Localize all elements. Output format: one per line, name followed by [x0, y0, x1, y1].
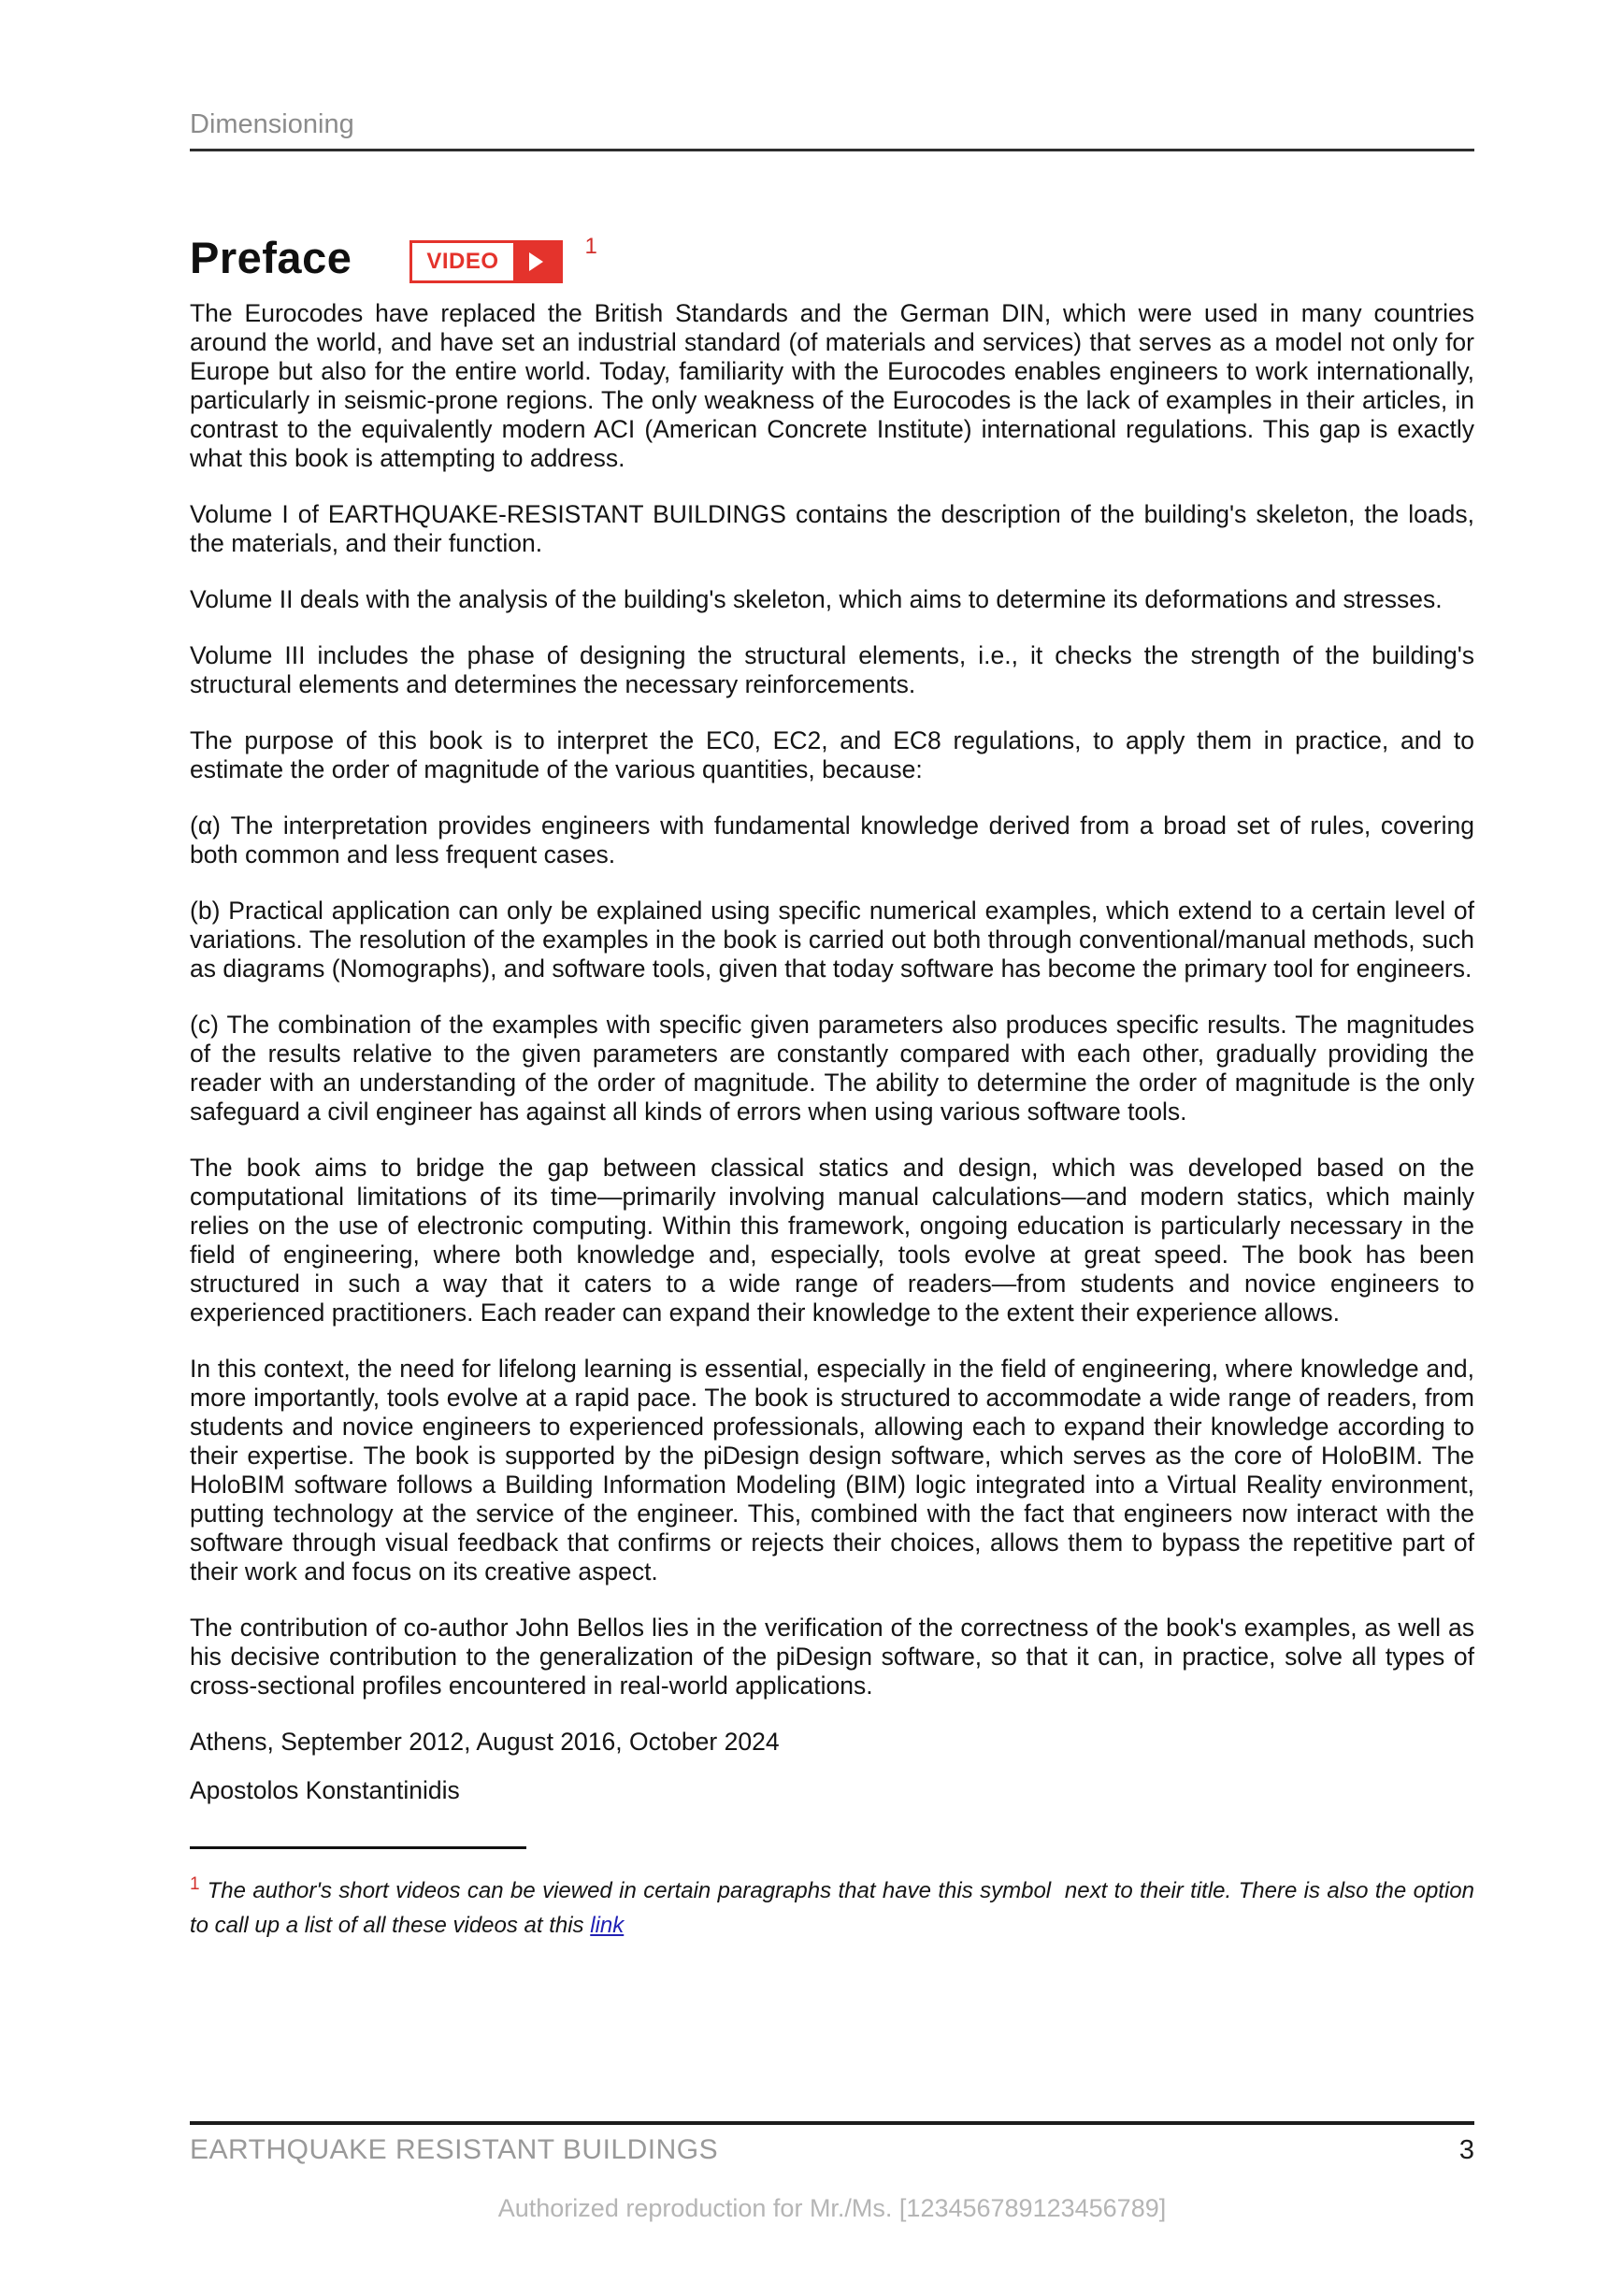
paragraph: The contribution of co-author John Bellos lies in the verification of the correctness of the book's examples, as well as his decisive contribution to the generalization of the piDesign software, so that it can, in practice, solve all types of cross-sectional profiles encountered in real-world applications. [190, 1614, 1474, 1700]
title-row [190, 234, 1474, 283]
footnote [190, 1873, 1481, 1943]
paragraph: The book aims to bridge the gap between classical statics and design, which was developed based on the computational limitations of its time—primarily involving manual calculations—and modern statics, which mainly relies on the use of electronic computing. Within this framework, ongoing education is particularly necessary in the field of engineering, where both knowledge and, especially, tools evolve at great speed. The book has been structured in such a way that it caters to a wide range of readers—from students and novice engineers to experienced practitioners. Each reader can expand their knowledge to the extent their experience allows. [190, 1154, 1474, 1327]
videos-link[interactable]: link [590, 1913, 625, 1938]
paragraph: The Eurocodes have replaced the British Standards and the German DIN, which were used in many countries around the world, and have set an industrial standard (of materials and services) that serves as a model not only for Europe but also for the entire world. Today, familiarity with the Eurocodes enables engineers to work internationally, particularly in seismic-prone regions. The only weakness of the Eurocodes is the lack of examples in their articles, in contrast to the equivalently modern ACI (American Concrete Institute) international regulations. This gap is exactly what this book is attempting to address. [190, 299, 1474, 472]
page-footer [190, 2121, 1474, 2223]
paragraph: (b) Practical application can only be explained using specific numerical examples, which extend to a certain level of variations. The resolution of the examples in the book is carried out both through conventional/manual methods, such as diagrams (Nomographs), and software tools, given that today software has become the primary tool for engineers. [190, 897, 1474, 983]
running-header: Dimensioning [190, 109, 354, 139]
play-icon [513, 243, 560, 280]
paragraph: The purpose of this book is to interpret the EC0, EC2, and EC8 regulations, to apply them in practice, and to estimate the order of magnitude of the various quantities, because: [190, 726, 1474, 783]
page-title: Preface [190, 233, 352, 282]
paragraph: Volume I of EARTHQUAKE-RESISTANT BUILDINGS contains the description of the building's skeleton, the loads, the materials, and their function. [190, 500, 1474, 557]
paragraph: (c) The combination of the examples with specific given parameters also produces specific results. The magnitudes of the results relative to the given parameters are constantly compared with each other, gradually providing the reader with an understanding of the order of magnitude. The ability to determine the order of magnitude is the only safeguard a civil engineer has against all kinds of errors when using various software tools. [190, 1011, 1474, 1126]
body-paragraphs [190, 299, 1474, 1700]
paragraph: In this context, the need for lifelong learning is essential, especially in the field of engineering, where knowledge and, more importantly, tools evolve at a rapid pace. The book is structured to accommodate a wide range of readers, from students and novice engineers to experienced professionals, allowing each to expand their knowledge according to their expertise. The book is supported by the piDesign design software, which serves as the core of HoloBIM. The HoloBIM software follows a Building Information Modeling (BIM) logic integrated into a Virtual Reality environment, putting technology at the service of the engineer. This, combined with the fact that engineers now interact with the software through visual feedback that confirms or rejects their choices, allows them to bypass the repetitive part of their work and focus on its creative aspect. [190, 1355, 1474, 1586]
play-triangle-icon [529, 252, 543, 271]
footer-row [190, 2125, 1474, 2166]
footer-book-title: EARTHQUAKE RESISTANT BUILDINGS [190, 2134, 719, 2165]
page-content [190, 0, 1481, 1943]
footnote-separator [190, 1846, 526, 1849]
page-number: 3 [1458, 2135, 1474, 2165]
video-button-label: VIDEO [412, 243, 512, 280]
paragraph: (α) The interpretation provides engineers with fundamental knowledge derived from a broad set of rules, covering both common and less frequent cases. [190, 811, 1474, 868]
footnote-marker: 1 [190, 1874, 200, 1894]
title-footnote-ref[interactable]: 1 [584, 234, 597, 259]
header-rule [190, 149, 1474, 151]
footnote-text: The author's short videos can be viewed in certain paragraphs that have this symbol next to their title. There is also the option to call up a list of all these videos at this [190, 1878, 1481, 1938]
paragraph: Volume II deals with the analysis of the building's skeleton, which aims to determine its deformations and stresses. [190, 585, 1443, 613]
authorization-watermark: Authorized reproduction for Mr./Ms. [123456789123456789] [497, 2194, 1167, 2222]
date-line: Athens, September 2012, August 2016, October 2024 [190, 1728, 780, 1756]
author-name: Apostolos Konstantinidis [190, 1776, 460, 1804]
paragraph: Volume III includes the phase of designing the structural elements, i.e., it checks the strength of the building's structural elements and determines the necessary reinforcements. [190, 641, 1474, 698]
video-button[interactable] [409, 240, 562, 283]
